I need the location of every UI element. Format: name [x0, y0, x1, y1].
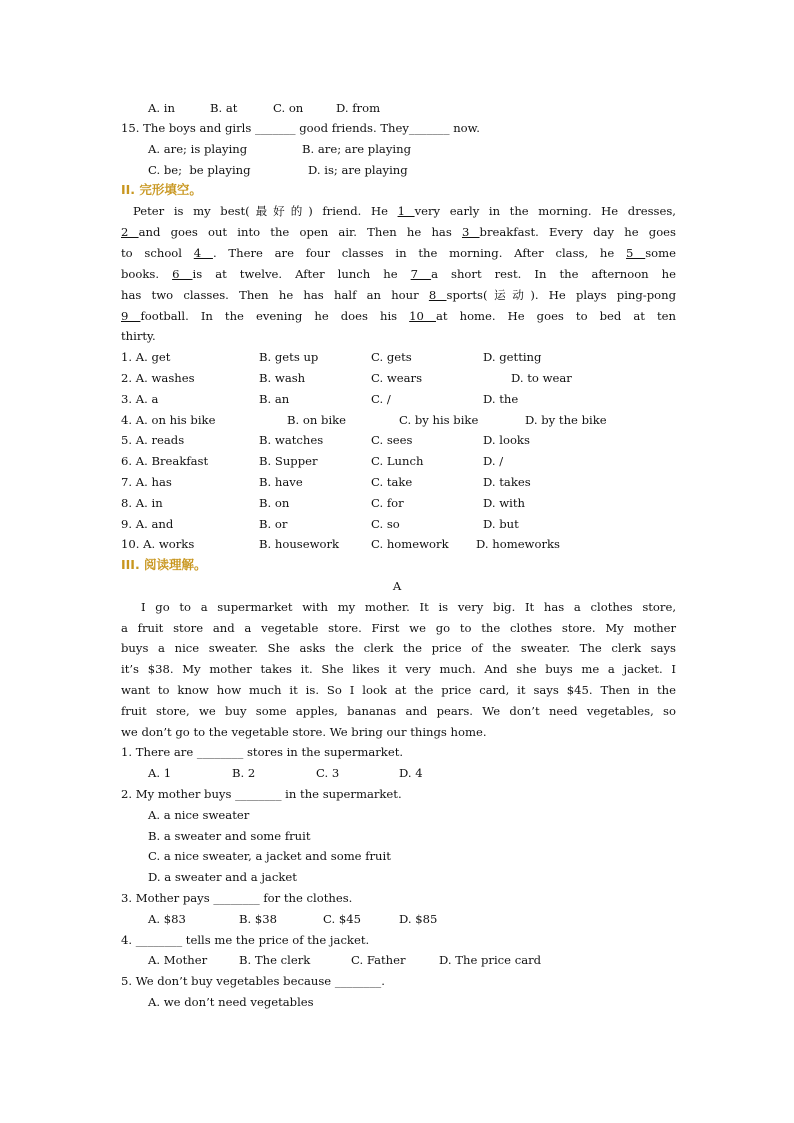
q15-option-d: D. is; are playing [308, 163, 408, 177]
option: 5. A. reads [121, 433, 185, 447]
cloze-passage-line-2 [121, 222, 676, 243]
option: C. / [371, 392, 391, 406]
text: sports(运动). He plays ping-pong [446, 288, 676, 302]
text: is at twelve. After lunch he [192, 267, 411, 281]
text: has two classes. Then he has half an hour [121, 288, 429, 302]
reading-question-1-options [148, 763, 703, 784]
reading-question-4-options [148, 950, 703, 971]
option: C. $45 [323, 912, 361, 926]
option: A. Mother [148, 953, 208, 967]
option: C. 3 [316, 766, 340, 780]
reading-passage-line: fruit store, we buy some apples, bananas and pears. We don’t need vegetables, so [121, 704, 676, 718]
text: very early in the morning. He dresses, [414, 204, 676, 218]
option: B. on bike [287, 413, 347, 427]
reading-passage-line: want to know how much it is. So I look at the price card, it says $45. Then in the [121, 683, 676, 697]
option: B. on [259, 496, 290, 510]
blank-1: 1 [397, 204, 415, 218]
blank-5: 5 [626, 246, 646, 260]
reading-question-2-stem: 2. My mother buys ________ in the supermarket. [121, 787, 402, 801]
cloze-question-10 [121, 534, 676, 555]
q15-stem: 15. The boys and girls _______ good friends. They_______ now. [121, 121, 480, 135]
text: and goes out into the open air. Then he has [138, 225, 462, 239]
option: A. 1 [148, 766, 172, 780]
option: C. a nice sweater, a jacket and some fruit [148, 849, 391, 863]
reading-question-5-stem: 5. We don’t buy vegetables because ________. [121, 974, 385, 988]
q14-option-a: A. in [148, 101, 175, 115]
cloze-question-8 [121, 493, 676, 514]
text: Peter is my best(最好的) friend. He [133, 204, 398, 218]
cloze-question-1 [121, 347, 676, 368]
q14-option-d: D. from [336, 101, 381, 115]
option: B. gets up [259, 350, 319, 364]
q15-options-row1 [148, 139, 703, 160]
cloze-passage-line-7: thirty. [121, 329, 156, 343]
blank-2: 2 [121, 225, 139, 239]
blank-4: 4 [193, 246, 213, 260]
option: B. Supper [259, 454, 318, 468]
option: C. wears [371, 371, 423, 385]
option: C. gets [371, 350, 412, 364]
option: D. / [483, 454, 504, 468]
text: a short rest. In the afternoon he [431, 267, 677, 281]
cloze-question-5 [121, 430, 676, 451]
option: B. 2 [232, 766, 256, 780]
option: D. but [483, 517, 519, 531]
cloze-passage-line-6 [121, 306, 676, 327]
option: 1. A. get [121, 350, 171, 364]
option: B. watches [259, 433, 324, 447]
option: C. by his bike [399, 413, 479, 427]
q15-option-b: B. are; are playing [302, 142, 411, 156]
q15-option-a: A. are; is playing [148, 142, 248, 156]
q14-option-b: B. at [210, 101, 238, 115]
option: B. $38 [239, 912, 278, 926]
reading-passage-line: it’s $38. My mother takes it. She likes it very much. And she buys me a jacket. I [121, 662, 676, 676]
blank-6: 6 [172, 267, 193, 281]
option: D. getting [483, 350, 542, 364]
reading-question-4-stem: 4. ________ tells me the price of the jacket. [121, 933, 370, 947]
option: B. have [259, 475, 303, 489]
cloze-question-9 [121, 514, 676, 535]
q15-options-row2 [148, 160, 703, 181]
cloze-passage-line-1 [133, 201, 676, 222]
option: D. $85 [399, 912, 438, 926]
option: D. takes [483, 475, 531, 489]
blank-8: 8 [428, 288, 447, 302]
reading-passage-line: we don’t go to the vegetable store. We bring our things home. [121, 725, 487, 739]
option: 4. A. on his bike [121, 413, 216, 427]
text: at home. He goes to bed at ten [435, 309, 676, 323]
option: 9. A. and [121, 517, 174, 531]
option: 8. A. in [121, 496, 163, 510]
option: B. The clerk [239, 953, 311, 967]
blank-3: 3 [461, 225, 480, 239]
option: D. with [483, 496, 526, 510]
reading-passage-line: buys a nice sweater. She asks the clerk the price of the sweater. The clerk says [121, 641, 676, 655]
reading-question-3-stem: 3. Mother pays ________ for the clothes. [121, 891, 353, 905]
cloze-question-2 [121, 368, 676, 389]
cloze-question-4 [121, 410, 676, 431]
option: D. by the bike [525, 413, 607, 427]
option: D. the [483, 392, 519, 406]
option: C. Lunch [371, 454, 424, 468]
option: 7. A. has [121, 475, 172, 489]
cloze-passage-line-3 [121, 243, 676, 264]
option: C. sees [371, 433, 413, 447]
option: B. a sweater and some fruit [148, 829, 311, 843]
option: B. or [259, 517, 288, 531]
text: football. In the evening he does his [140, 309, 410, 323]
text: books. [121, 267, 173, 281]
q14-options [148, 98, 703, 119]
text: some [645, 246, 676, 260]
option: D. homeworks [476, 537, 560, 551]
option: C. take [371, 475, 413, 489]
section-2-heading: II. 完形填空。 [121, 182, 202, 197]
cloze-question-6 [121, 451, 676, 472]
option: C. so [371, 517, 400, 531]
reading-question-1-stem: 1. There are ________ stores in the supermarket. [121, 745, 404, 759]
option: D. to wear [511, 371, 572, 385]
cloze-question-7 [121, 472, 676, 493]
blank-7: 7 [410, 267, 432, 281]
text: to school [121, 246, 194, 260]
option: 10. A. works [121, 537, 195, 551]
text: breakfast. Every day he goes [479, 225, 676, 239]
option: A. a nice sweater [148, 808, 250, 822]
q14-option-c: C. on [273, 101, 304, 115]
option: C. homework [371, 537, 449, 551]
option: D. The price card [439, 953, 542, 967]
cloze-passage-line-5 [121, 285, 676, 306]
blank-10: 10 [409, 309, 436, 323]
option: B. housework [259, 537, 340, 551]
option: 2. A. washes [121, 371, 195, 385]
reading-passage-line: a fruit store and a vegetable store. First we go to the clothes store. My mother [121, 621, 676, 635]
cloze-question-3 [121, 389, 676, 410]
option: D. 4 [399, 766, 423, 780]
option: B. an [259, 392, 290, 406]
q15-option-c: C. be; be playing [148, 163, 251, 177]
text: . There are four classes in the morning. After class, he [212, 246, 627, 260]
reading-passage-line: I go to a supermarket with my mother. It is very big. It has a clothes store, [141, 600, 676, 614]
option: A. we don’t need vegetables [148, 995, 314, 1009]
option: C. Father [351, 953, 406, 967]
passage-title: A [392, 579, 402, 593]
blank-9: 9 [121, 309, 141, 323]
section-3-heading: III. 阅读理解。 [121, 557, 207, 572]
option: D. a sweater and a jacket [148, 870, 297, 884]
option: A. $83 [148, 912, 186, 926]
reading-question-3-options [148, 909, 703, 930]
option: 3. A. a [121, 392, 159, 406]
cloze-passage-line-4 [121, 264, 676, 285]
option: B. wash [259, 371, 306, 385]
option: C. for [371, 496, 404, 510]
option: 6. A. Breakfast [121, 454, 209, 468]
option: D. looks [483, 433, 530, 447]
